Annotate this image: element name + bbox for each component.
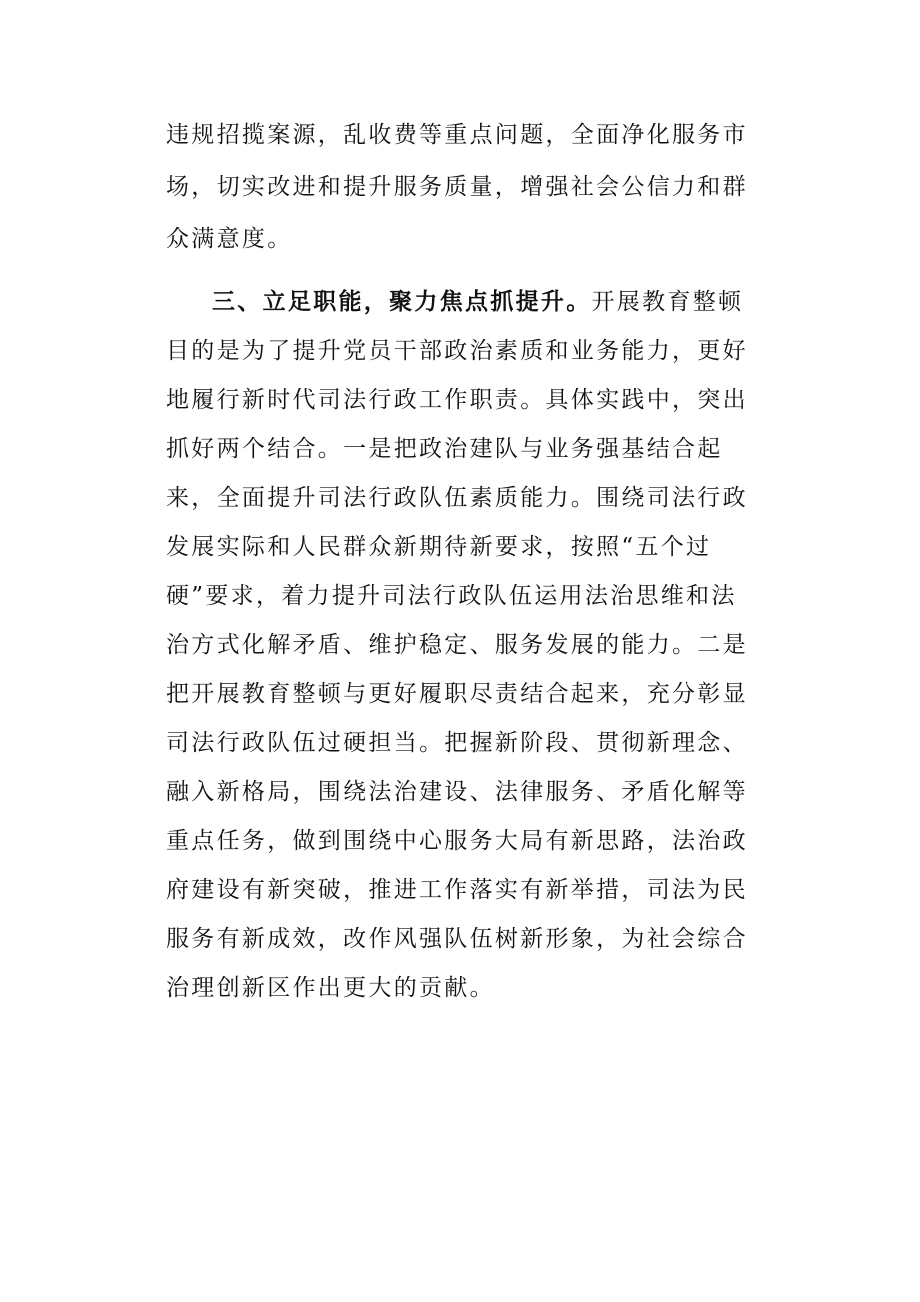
paragraph-line: 众满意度。	[166, 226, 293, 252]
paragraph-line: 发展实际和人民群众新期待新要求，按照“五个过	[166, 534, 712, 560]
paragraph-line: 硬”要求，着力提升司法行政队伍运用法治思维和法	[166, 583, 737, 609]
paragraph-line: 场，切实改进和提升服务质量，增强社会公信力和群	[166, 174, 748, 200]
paragraph-line: 违规招揽案源，乱收费等重点问题，全面净化服务市	[166, 122, 748, 148]
paragraph-line: 抓好两个结合。一是把政治建队与业务强基结合起	[166, 436, 723, 462]
heading-line-rest: 开展教育整顿	[591, 289, 744, 315]
paragraph-line: 重点任务，做到围绕中心服务大局有新思路，法治政	[166, 828, 748, 854]
paragraph-line: 服务有新成效，改作风强队伍树新形象，为社会综合	[166, 926, 748, 952]
paragraph-line: 目的是为了提升党员干部政治素质和业务能力，更好	[166, 338, 748, 364]
paragraph-line: 来，全面提升司法行政队伍素质能力。围绕司法行政	[166, 485, 748, 511]
paragraph-line: 司法行政队伍过硬担当。把握新阶段、贯彻新理念、	[166, 730, 748, 756]
paragraph-line: 府建设有新突破，推进工作落实有新举措，司法为民	[166, 877, 748, 903]
section-heading: 三、立足职能，聚力焦点抓提升。	[212, 288, 592, 315]
paragraph-line: 融入新格局，围绕法治建设、法律服务、矛盾化解等	[166, 779, 748, 805]
paragraph-line: 治方式化解矛盾、维护稳定、服务发展的能力。二是	[166, 632, 748, 658]
paragraph-line: 治理创新区作出更大的贡献。	[166, 975, 495, 1001]
paragraph-first-line	[212, 284, 743, 320]
paragraph-line: 把开展教育整顿与更好履职尽责结合起来，充分彰显	[166, 681, 748, 707]
paragraph-line: 地履行新时代司法行政工作职责。具体实践中，突出	[166, 387, 748, 413]
